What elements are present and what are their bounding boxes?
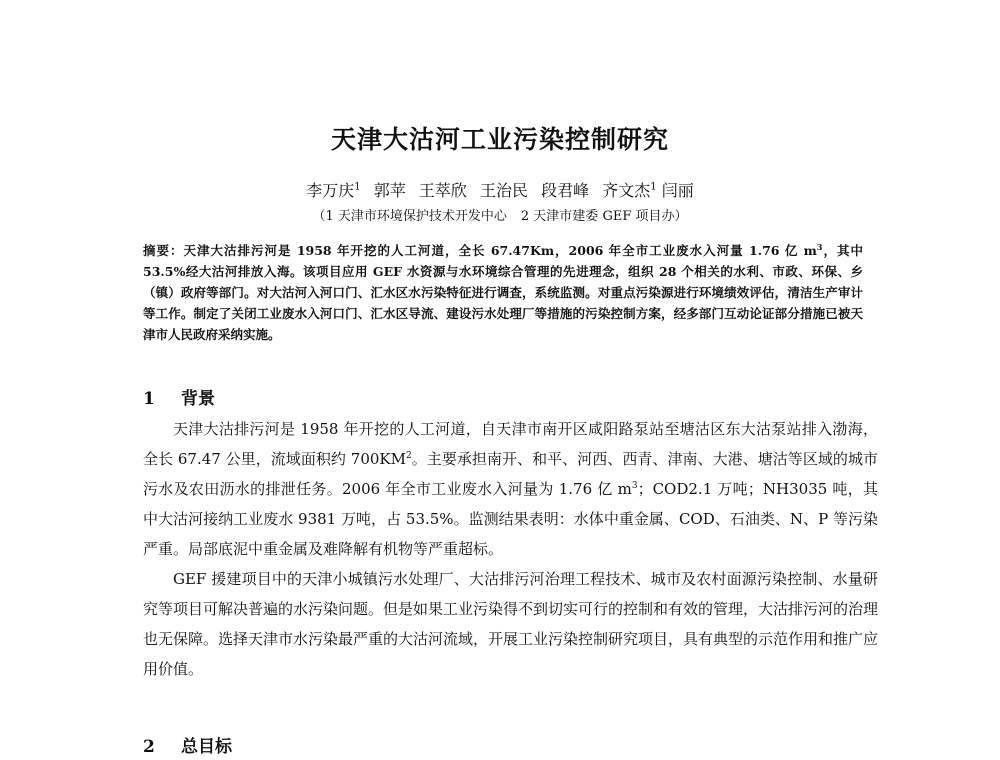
author-affil-mark: 1	[354, 181, 361, 193]
abstract: 摘要：天津大沽排污河是 1958 年开挖的人工河道，全长 67.47Km，2006 年全市工业废水入河量 1.76 亿 $m^3$，其中 53.5%经大沽河排放入海。该项目应用 GEF 水资源与水环境综合管理的先进理念，组织 28 个相关的水利、市政、环保、乡（镇）政府等部门。对大沽河入河口门、汇水区水污染特征进行调查，系统监测。对重点污染源进行环境绩效评估，清洁生产审计等工作。制定了关闭工业废水入河口门、汇水区导流、建设污水处理厂等措施的污染控制方案，经多部门互动论证部分措施已被天津市人民政府采纳实施。	[143, 241, 863, 342]
paragraph: GEF 援建项目中的天津小城镇污水处理厂、大沽排污河治理工程技术、城市及农村面源污染控制、水量研究等项目可解决普遍的水污染问题。但是如果工业污染得不到切实可行的控制和有效的管理，大沽排污河的治理也无保障。选择天津市水污染最严重的大沽河流域，开展工业污染控制研究项目，具有典型的示范作用和推广应用价值。	[143, 570, 879, 678]
abstract-text: 天津大沽排污河是 1958 年开挖的人工河道，全长 67.47Km，2006 年全市工业废水入河量 1.76 亿 m	[183, 243, 817, 258]
author-name: 李万庆	[306, 181, 355, 200]
affiliations: （1 天津市环境保护技术开发中心 2 天津市建委 GEF 项目办）	[312, 209, 688, 224]
paper-title: 天津大沽河工业污染控制研究	[330, 125, 669, 154]
affiliation-2: 2 天津市建委 GEF 项目办	[520, 209, 675, 224]
section-title: 总目标	[181, 737, 232, 757]
author-name: 王萃欣	[418, 181, 467, 200]
section-number: 1	[143, 389, 155, 409]
section-heading	[143, 732, 232, 757]
author-name: 闫丽	[661, 181, 694, 200]
paragraph: 天津大沽排污河是 1958 年开挖的人工河道，自天津市南开区咸阳路泵站至塘沽区东大沽泵站排入渤海，全长 67.47 公里，流域面积约 $700KM^2$。主要承担南开、和平、河西、西青、津南、大港、塘沽等区域的城市污水及农田沥水的排泄任务。2006 年全市工业废水入河量为 1.76 亿 $m^3$；COD2.1 万吨；NH3035 吨，其中大沽河接纳工业废水 9381 万吨，占 53.5%。监测结果表明：水体中重金属、COD、石油类、N、P 等污染严重。局部底泥中重金属及难降解有机物等严重超标。	[143, 420, 879, 558]
section-heading	[143, 384, 215, 409]
author-affil-mark: 1	[650, 181, 657, 193]
author-list	[0, 178, 1000, 201]
section-title: 背景	[181, 389, 215, 409]
abstract-text: ，其中 53.5%经大沽河排放入海。该项目应用 GEF 水资源与水环境综合管理的先进理念，组织 28 个相关的水利、市政、环保、乡（镇）政府等部门。对大沽河入河口门、汇水区水污染特征进行调查，系统监测。对重点污染源进行环境绩效评估，清洁生产审计等工作。制定了关闭工业废水入河口门、汇水区导流、建设污水处理厂等措施的污染控制方案，经多部门互动论证部分措施已被天津市人民政府采纳实施。	[143, 243, 863, 342]
author-name: 段君峰	[541, 181, 590, 200]
author-name: 王治民	[479, 181, 528, 200]
author-name: 齐文杰	[602, 181, 651, 200]
author-name: 郭苹	[373, 181, 406, 200]
abstract-label: 摘要：	[143, 243, 184, 258]
affiliation-1: 1 天津市环境保护技术开发中心	[325, 209, 507, 224]
section-body	[143, 414, 878, 684]
section-number: 2	[143, 737, 155, 757]
